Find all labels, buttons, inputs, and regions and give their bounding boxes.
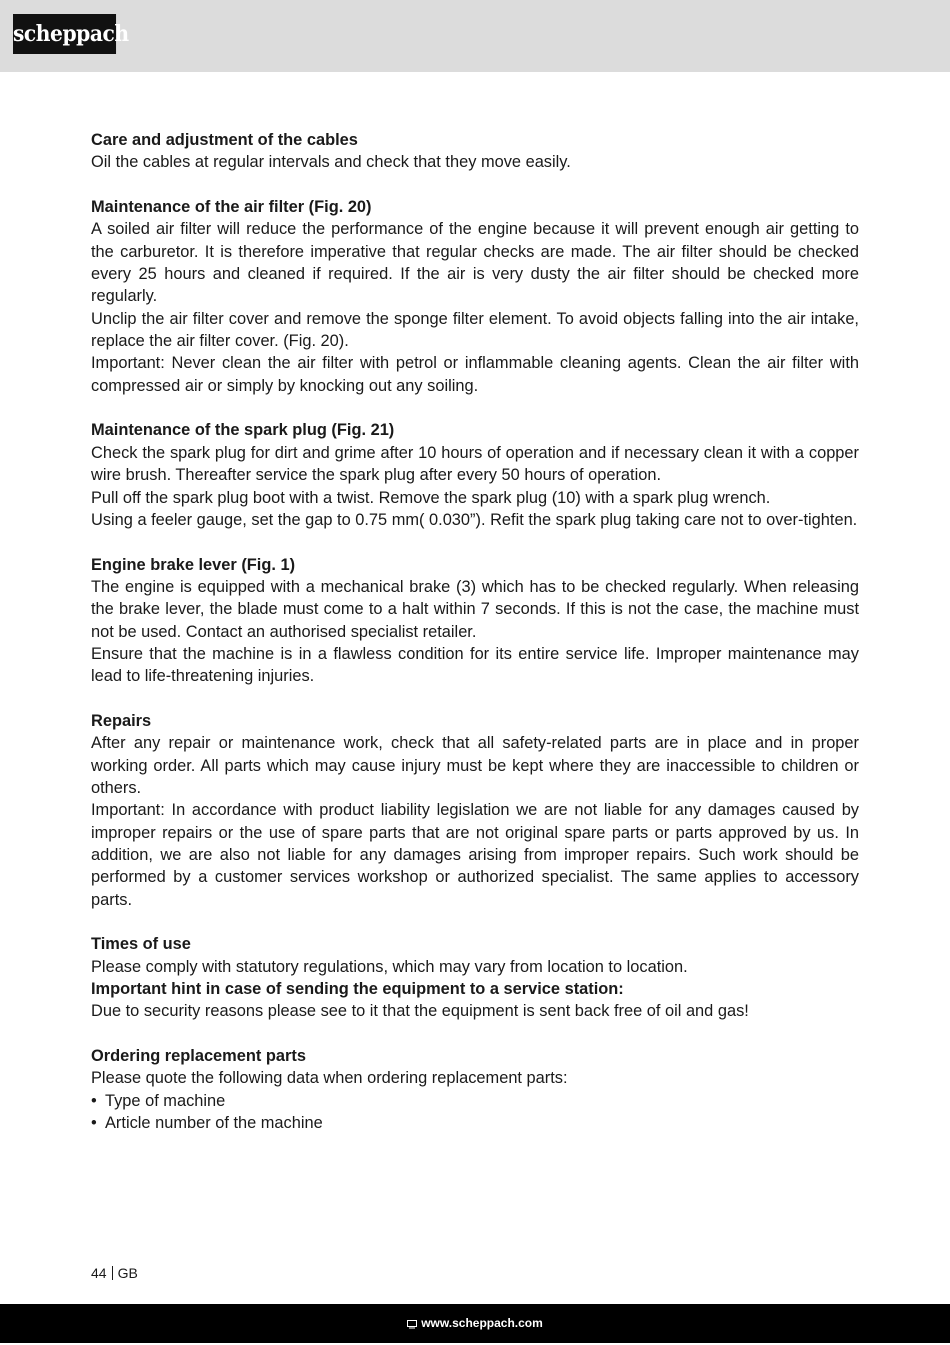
section-heading: Maintenance of the spark plug (Fig. 21) bbox=[91, 421, 395, 440]
section-paragraph: Please comply with statutory regulations, which may vary from location to location. bbox=[91, 957, 688, 976]
section-paragraph: Check the spark plug for dirt and grime after 10 hours of operation and if necessary clean it with a copper wire brush. Thereafter service the spark plug after every 50 hours of operation. bbox=[91, 443, 859, 485]
section-subheading: Important hint in case of sending the equipment to a service station: bbox=[91, 980, 624, 999]
page-header bbox=[0, 0, 950, 72]
section-repairs bbox=[91, 710, 859, 911]
page-number-divider bbox=[112, 1266, 113, 1280]
monitor-icon bbox=[407, 1306, 417, 1345]
section-paragraph: After any repair or maintenance work, check that all safety-related parts are in place and in proper working order. All parts which may cause injury must be kept where they are inaccessible to children or others. bbox=[91, 734, 859, 797]
document-body bbox=[91, 129, 859, 1157]
section-heading: Maintenance of the air filter (Fig. 20) bbox=[91, 198, 372, 217]
section-engine-brake bbox=[91, 554, 859, 688]
section-paragraph: Ensure that the machine is in a flawless condition for its entire service life. Improper maintenance may lead to life-threatening injuries. bbox=[91, 644, 859, 686]
section-paragraph: Unclip the air filter cover and remove the sponge filter element. To avoid objects falling into the air intake, replace the air filter cover. (Fig. 20). bbox=[91, 309, 859, 351]
section-paragraph: Important: Never clean the air filter with petrol or inflammable cleaning agents. Clean the air filter with compressed air or simply by knocking out any soiling. bbox=[91, 354, 859, 395]
list-item: • Article number of the machine bbox=[91, 1112, 859, 1134]
page-number-value: 44 bbox=[91, 1265, 107, 1281]
section-heading: Times of use bbox=[91, 935, 191, 954]
section-air-filter bbox=[91, 196, 859, 397]
brand-logo: scheppach bbox=[13, 14, 116, 54]
section-times-of-use bbox=[91, 933, 859, 1022]
section-paragraph: Oil the cables at regular intervals and check that they move easily. bbox=[91, 153, 571, 172]
section-replacement-parts bbox=[91, 1045, 859, 1134]
section-paragraph: Due to security reasons please see to it that the equipment is sent back free of oil and gas! bbox=[91, 1002, 749, 1021]
list-item: • Type of machine bbox=[91, 1090, 859, 1112]
section-cables bbox=[91, 129, 859, 174]
section-heading: Repairs bbox=[91, 711, 152, 730]
section-paragraph: Pull off the spark plug boot with a twist. Remove the spark plug (10) with a spark plug wrench. bbox=[91, 488, 771, 507]
section-paragraph: Please quote the following data when ordering replacement parts: bbox=[91, 1069, 568, 1088]
section-heading: Engine brake lever (Fig. 1) bbox=[91, 555, 296, 574]
page-number bbox=[91, 1264, 138, 1282]
page-footer bbox=[0, 1304, 950, 1343]
website-url[interactable]: www.scheppach.com bbox=[421, 1316, 543, 1330]
section-paragraph: Using a feeler gauge, set the gap to 0.75 mm( 0.030”). Refit the spark plug taking care not to over-tighten. bbox=[91, 510, 858, 529]
section-paragraph: The engine is equipped with a mechanical brake (3) which has to be checked regularly. When releasing the brake lever, the blade must come to a halt within 7 seconds. If this is not the case, the machine must not be used. Contact an authorised specialist retailer. bbox=[91, 577, 859, 641]
page-language: GB bbox=[117, 1265, 138, 1281]
section-heading: Care and adjustment of the cables bbox=[91, 131, 358, 149]
section-paragraph: Important: In accordance with product liability legislation we are not liable for any damages caused by improper repairs or the use of spare parts that are not original spare parts or parts approved by us. In addition, we are also not liable for any damages arising from improper repairs. Such work should be performed by a customer services workshop or authorized specialist. The same applies to accessory parts. bbox=[91, 801, 859, 909]
bullet-list bbox=[91, 1090, 859, 1135]
website-link[interactable] bbox=[0, 1304, 950, 1343]
section-spark-plug bbox=[91, 419, 859, 531]
section-paragraph: A soiled air filter will reduce the performance of the engine because it will prevent enough air getting to the carburetor. It is therefore imperative that regular checks are made. The air filter should be checked every 25 hours and cleaned if required. If the air is very dusty the air filter should be checked more regularly. bbox=[91, 220, 859, 306]
section-heading: Ordering replacement parts bbox=[91, 1047, 306, 1066]
